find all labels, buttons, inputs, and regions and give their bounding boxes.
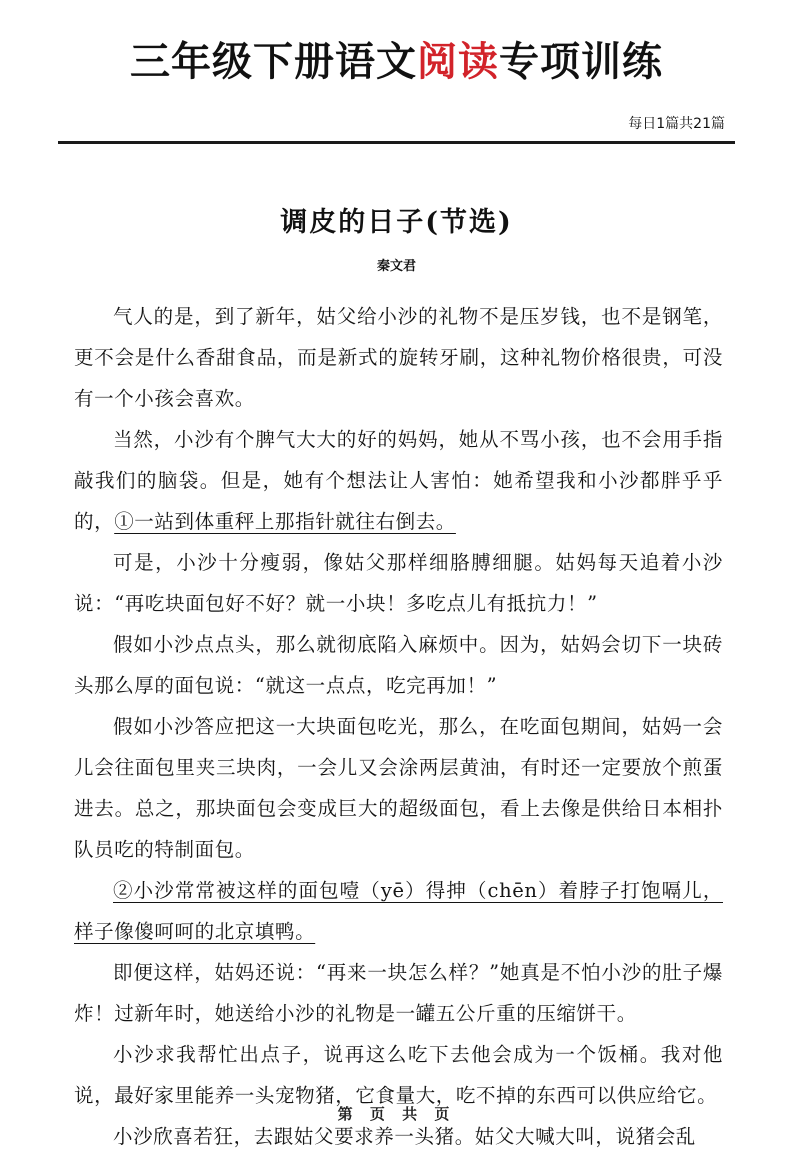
paragraph: [74, 419, 723, 542]
paragraph: 即便这样，姑妈还说：“再来一块怎么样？”她真是不怕小沙的肚子爆炸！过新年时，她送给小沙的礼物是一罐五公斤重的压缩饼干。: [74, 961, 723, 1025]
paragraph: 小沙欣喜若狂，去跟姑父要求养一头猪。姑父大喊大叫，说猪会乱: [113, 1125, 696, 1148]
header-divider: [58, 141, 735, 144]
paragraph: 小沙求我帮忙出点子，说再这么吃下去他会成为一个饭桶。我对他说，最好家里能养一头宠物猪，它食量大，吃不掉的东西可以供应给它。: [74, 1043, 723, 1107]
worksheet-subtitle: 每日1篇共21篇: [628, 116, 725, 132]
document-page: [0, 30, 793, 1152]
worksheet-title-highlight: 阅读: [417, 39, 499, 85]
paragraph: 假如小沙答应把这一大块面包吃光，那么，在吃面包期间，姑妈一会儿会往面包里夹三块肉，一会儿又会涂两层黄油，有时还一定要放个煎蛋进去。总之，那块面包会变成巨大的超级面包，看上去像是供给日本相扑队员吃的特制面包。: [74, 715, 723, 861]
worksheet-title: [58, 30, 735, 87]
paragraph: 气人的是，到了新年，姑父给小沙的礼物不是压岁钱，也不是钢笔，更不会是什么香甜食品，而是新式的旋转牙刷，这种礼物价格很贵，可没有一个小孩会喜欢。: [74, 305, 723, 410]
article-title: 调皮的日子(节选): [280, 207, 513, 238]
article-body: [58, 296, 735, 1157]
underlined-sentence-1: ①一站到体重秤上那指针就往右倒去。: [114, 510, 456, 533]
worksheet-title-part1: 三年级下册语文: [130, 39, 417, 85]
article: [58, 200, 735, 1157]
page-header: [58, 30, 735, 144]
page-footer: 第 页 共 页: [337, 1105, 456, 1123]
paragraph-text: 当然，小沙有个脾气大大的好的妈妈，她从不骂小孩，也不会用手指敲我们的脑袋。但是，她有个想法让人害怕：她希望我和小沙都胖乎乎的，: [74, 428, 723, 533]
worksheet-title-part2: 专项训练: [499, 39, 663, 85]
paragraph: 假如小沙点点头，那么就彻底陷入麻烦中。因为，姑妈会切下一块砖头那么厚的面包说：“就这一点点，吃完再加！”: [74, 633, 723, 697]
paragraph: 可是，小沙十分瘦弱，像姑父那样细胳膊细腿。姑妈每天追着小沙说：“再吃块面包好不好？就一小块！多吃点儿有抵抗力！”: [74, 551, 723, 615]
paragraph: [74, 870, 723, 952]
article-author: 秦文君: [376, 259, 416, 274]
underlined-sentence-2: ②小沙常常被这样的面包噎（yē）得抻（chēn）着脖子打饱嗝儿，样子像傻呵呵的北京填鸭。: [74, 879, 723, 943]
